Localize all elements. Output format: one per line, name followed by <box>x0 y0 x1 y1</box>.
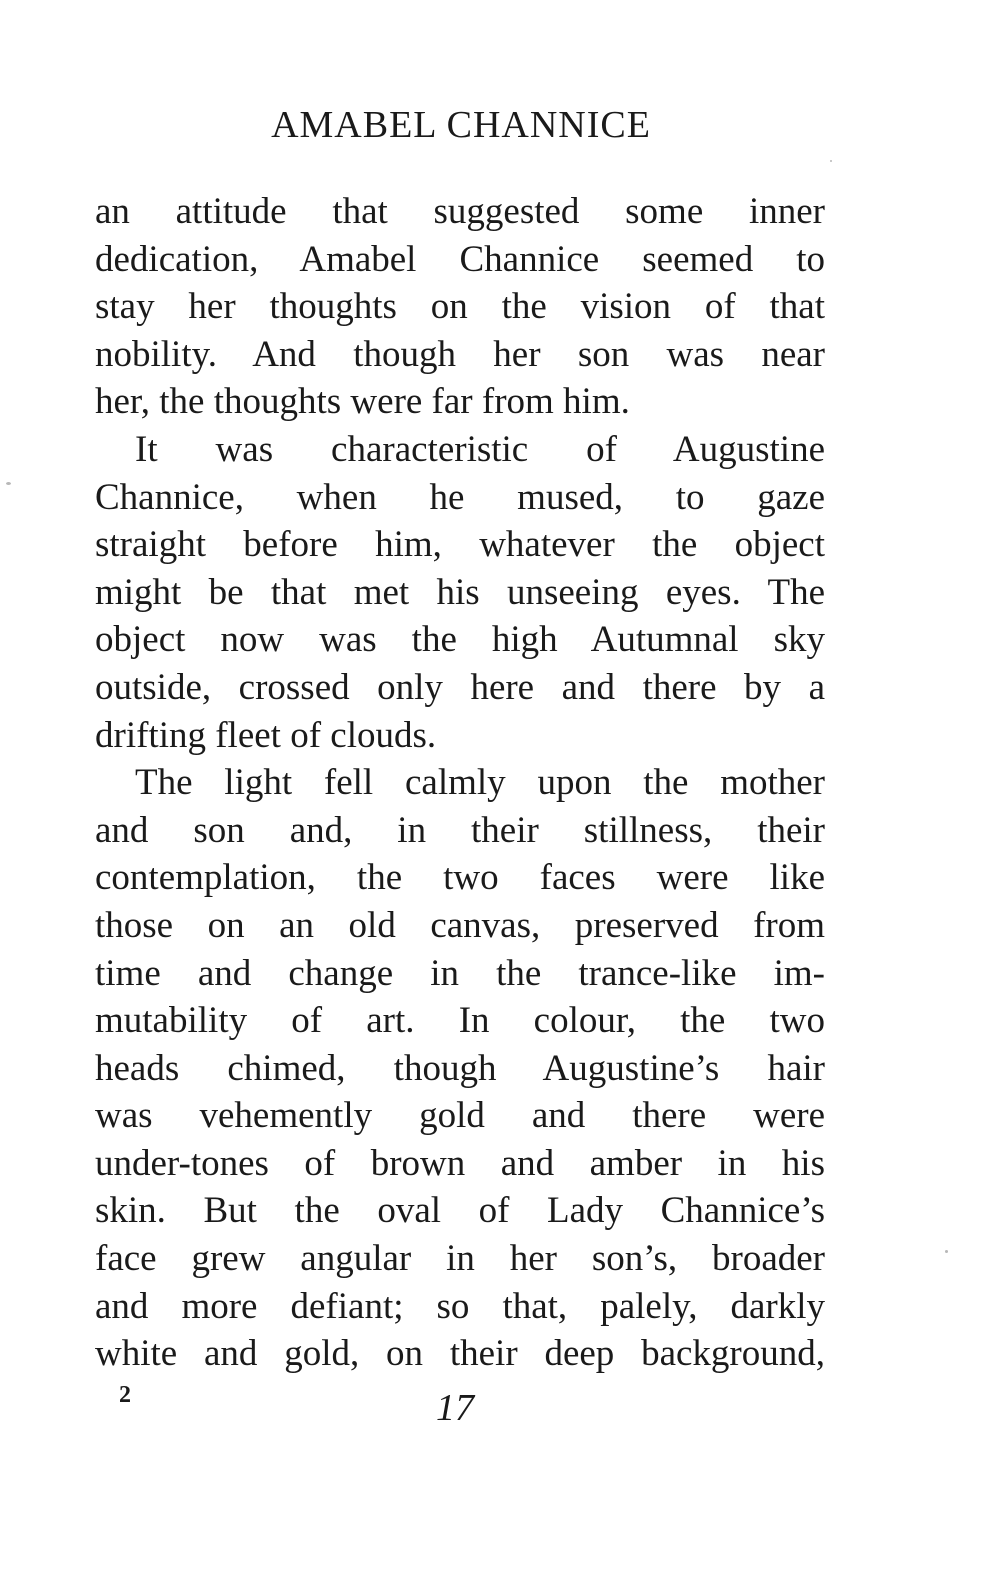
text-line: skin. But the oval of Lady Channice’s <box>95 1190 825 1232</box>
text-line: mutability of art. In colour, the two <box>95 1000 825 1042</box>
text-line: and more defiant; so that, palely, darkly <box>95 1285 825 1327</box>
text-line: heads chimed, though Augustine’s hair <box>95 1047 825 1089</box>
text-line: object now was the high Autumnal sky <box>95 619 825 661</box>
paragraph <box>95 759 825 1378</box>
text-line: The light fell calmly upon the mother <box>135 762 825 804</box>
running-head: AMABEL CHANNICE <box>271 104 651 146</box>
signature-mark: 2 <box>119 1382 131 1408</box>
text-line: under-tones of brown and amber in his <box>95 1142 825 1184</box>
text-line: Channice, when he mused, to gaze <box>95 476 825 518</box>
paragraph <box>95 188 825 426</box>
text-line: her, the thoughts were far from him. <box>95 381 630 423</box>
body-text <box>95 188 825 1378</box>
scan-speck <box>945 1250 948 1253</box>
text-line: contemplation, the two faces were like <box>95 857 825 899</box>
paragraph <box>95 426 825 759</box>
text-line: might be that met his unseeing eyes. The <box>95 571 825 613</box>
text-line: was vehemently gold and there were <box>95 1095 825 1137</box>
scan-speck <box>6 482 11 485</box>
text-line: outside, crossed only here and there by a <box>95 666 825 708</box>
page-number: 17 <box>436 1387 474 1429</box>
text-line: drifting fleet of clouds. <box>95 714 437 756</box>
text-line: and son and, in their stillness, their <box>95 809 825 851</box>
text-line: straight before him, whatever the object <box>95 524 825 566</box>
text-line: an attitude that suggested some inner <box>95 191 825 232</box>
text-line: It was characteristic of Augustine <box>135 428 825 470</box>
text-line: stay her thoughts on the vision of that <box>95 286 825 328</box>
text-line: dedication, Amabel Channice seemed to <box>95 238 825 280</box>
text-line: face grew angular in her son’s, broader <box>95 1238 825 1280</box>
text-line: time and change in the trance-like im- <box>95 952 825 994</box>
text-line: white and gold, on their deep background, <box>95 1333 825 1375</box>
text-line: those on an old canvas, preserved from <box>95 904 825 946</box>
text-line: nobility. And though her son was near <box>95 333 825 375</box>
scan-speck <box>830 160 832 162</box>
